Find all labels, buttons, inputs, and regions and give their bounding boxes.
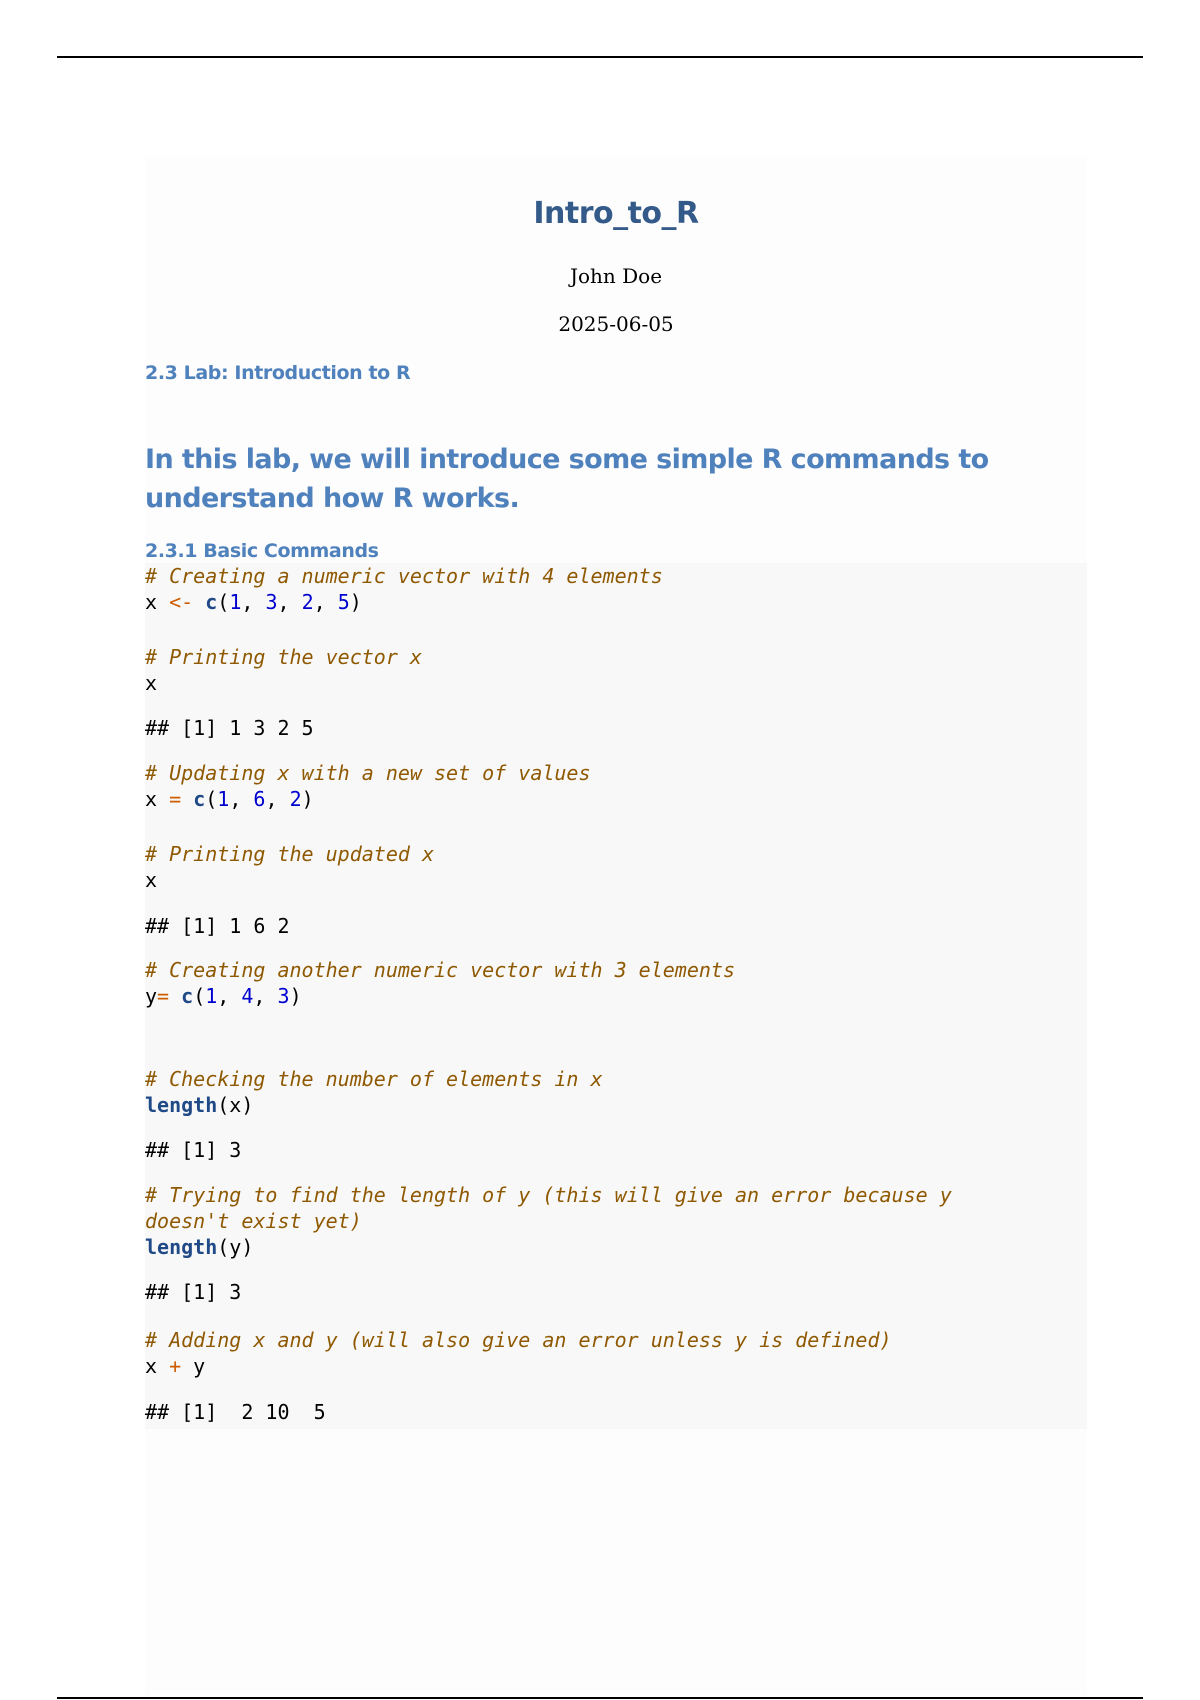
document-author: John Doe [569,264,663,288]
code-comment: # Printing the vector x [145,645,422,669]
code-number: 1 [205,984,218,1008]
document-title: Intro_to_R [533,196,699,231]
code-block [145,563,1087,1429]
code-paren: ) [301,787,314,811]
intro-heading: In this lab, we will introduce some simple R commands to understand how R works. [145,444,989,514]
code-number: 6 [253,787,266,811]
code-paren: ( [193,984,206,1008]
code-operator: = [157,984,170,1008]
code-operator: = [169,787,182,811]
code-line [145,1234,253,1260]
code-comment: # Trying to find the length of y (this will give an error because y [145,1183,952,1207]
code-space [169,984,181,1008]
code-output: ## [1] 3 [145,1280,242,1304]
subsection-heading: 2.3.1 Basic Commands [145,540,379,562]
code-comment: # Adding x and y (will also give an error unless y is defined) [145,1328,892,1352]
code-number: 2 [301,590,314,614]
code-line [145,786,314,812]
code-line [145,1353,205,1379]
code-variable: x [145,1354,170,1378]
code-output: ## [1] 1 3 2 5 [145,716,314,740]
code-separator: , [217,984,242,1008]
code-separator: , [265,787,290,811]
code-separator: , [241,590,266,614]
code-function: c [193,787,206,811]
code-comment: # Updating x with a new set of values [145,761,591,785]
code-line [145,983,302,1009]
code-operator: <- [169,590,194,614]
code-paren: ( [205,787,218,811]
code-variable: x [145,787,170,811]
document-date: 2025-06-05 [558,312,674,336]
code-comment: doesn't exist yet) [145,1209,362,1233]
section-heading: 2.3 Lab: Introduction to R [145,362,411,384]
code-separator: , [313,590,338,614]
code-space [181,787,193,811]
code-number: 5 [337,590,350,614]
code-number: 1 [217,787,230,811]
code-number: 2 [289,787,302,811]
code-comment: # Printing the updated x [145,842,434,866]
code-function: length [145,1093,218,1117]
code-variable: x [145,590,170,614]
code-args: (y) [217,1235,254,1259]
code-number: 1 [229,590,242,614]
code-output: ## [1] 3 [145,1138,242,1162]
code-number: 4 [241,984,254,1008]
code-variable: y [181,1354,206,1378]
code-output: ## [1] 1 6 2 [145,914,290,938]
code-comment: # Creating a numeric vector with 4 elements [145,564,663,588]
code-operator: + [169,1354,182,1378]
footer-rule [57,1697,1143,1699]
code-variable: y [145,984,158,1008]
code-paren: ) [349,590,362,614]
code-line [145,589,362,615]
code-paren: ) [289,984,302,1008]
code-function: c [181,984,194,1008]
code-comment: # Checking the number of elements in x [145,1067,603,1091]
code-separator: , [277,590,302,614]
code-paren: ( [217,590,230,614]
code-number: 3 [277,984,290,1008]
code-separator: , [253,984,278,1008]
code-output: ## [1] 2 10 5 [145,1400,326,1424]
code-function: c [205,590,218,614]
code-comment: # Creating another numeric vector with 3 elements [145,958,736,982]
code-line [145,1092,253,1118]
code-function: length [145,1235,218,1259]
code-space [193,590,205,614]
code-args: (x) [217,1093,254,1117]
code-line: x [145,868,158,892]
code-number: 3 [265,590,278,614]
code-line: x [145,671,158,695]
header-rule [57,56,1143,58]
code-separator: , [229,787,254,811]
